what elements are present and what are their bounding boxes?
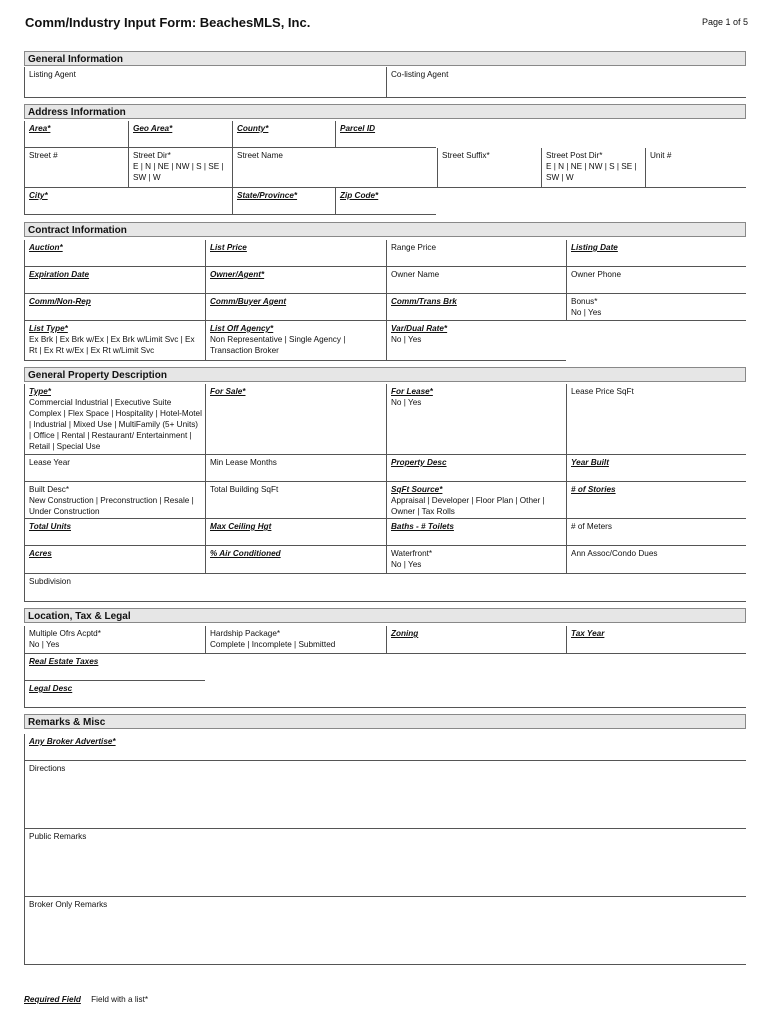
stories-field[interactable] bbox=[566, 482, 746, 519]
owner-phone-field[interactable] bbox=[566, 267, 746, 294]
field-label: Hardship Package* bbox=[210, 629, 281, 638]
field-label: Broker Only Remarks bbox=[29, 900, 108, 909]
field-label: Auction* bbox=[29, 243, 63, 252]
bonus-field[interactable] bbox=[566, 294, 746, 321]
field-label: Ann Assoc/Condo Dues bbox=[571, 549, 658, 558]
field-label: Street Post Dir* bbox=[546, 151, 603, 160]
min-lease-months-field[interactable] bbox=[205, 455, 386, 482]
field-label: Max Ceiling Hgt bbox=[210, 522, 272, 531]
field-label: Min Lease Months bbox=[210, 458, 277, 467]
section-general-property-description: General Property Description bbox=[24, 367, 746, 382]
field-label: Built Desc* bbox=[29, 485, 70, 494]
comm-non-rep-field[interactable] bbox=[24, 294, 205, 321]
listing-date-field[interactable] bbox=[566, 240, 746, 267]
field-options: No | Yes bbox=[571, 308, 602, 317]
field-label: Multiple Ofrs Acptd* bbox=[29, 629, 101, 638]
tax-year-field[interactable] bbox=[566, 626, 746, 654]
field-label: Lease Price SqFt bbox=[571, 387, 634, 396]
field-label: # of Meters bbox=[571, 522, 612, 531]
state-field[interactable] bbox=[232, 188, 335, 215]
street-suffix-field[interactable] bbox=[437, 148, 541, 188]
field-label: Lease Year bbox=[29, 458, 70, 467]
lease-year-field[interactable] bbox=[24, 455, 205, 482]
field-options: E | N | NE | NW | S | SE | SW | W bbox=[133, 162, 224, 182]
field-label: Area* bbox=[29, 124, 51, 133]
field-label: Total Building SqFt bbox=[210, 485, 279, 494]
property-desc-field[interactable] bbox=[386, 455, 566, 482]
lease-price-sqft-field[interactable] bbox=[566, 384, 746, 455]
for-lease-field[interactable] bbox=[386, 384, 566, 455]
unit-field[interactable] bbox=[645, 148, 746, 188]
city-field[interactable] bbox=[24, 188, 232, 215]
field-label: County* bbox=[237, 124, 269, 133]
field-label: State/Province* bbox=[237, 191, 298, 200]
field-label: Owner/Agent* bbox=[210, 270, 265, 279]
field-label: Zoning bbox=[391, 629, 419, 638]
field-label: SqFt Source* bbox=[391, 485, 443, 494]
field-label: Comm/Trans Brk bbox=[391, 297, 457, 306]
broker-only-remarks-field[interactable] bbox=[24, 897, 746, 965]
field-label: Legal Desc bbox=[29, 684, 73, 693]
page-number: Page 1 of 5 bbox=[701, 17, 748, 27]
county-field[interactable] bbox=[232, 121, 335, 148]
listing-agent-field[interactable] bbox=[24, 67, 386, 98]
total-building-sqft-field[interactable] bbox=[205, 482, 386, 519]
field-label: Street # bbox=[29, 151, 58, 160]
air-conditioned-field[interactable] bbox=[205, 546, 386, 574]
meters-field[interactable] bbox=[566, 519, 746, 546]
field-label: # of Stories bbox=[571, 485, 616, 494]
total-units-field[interactable] bbox=[24, 519, 205, 546]
multiple-offers-field[interactable] bbox=[24, 626, 205, 654]
field-label: Property Desc bbox=[391, 458, 447, 467]
field-label: Year Built bbox=[571, 458, 609, 467]
field-label: Owner Phone bbox=[571, 270, 622, 279]
field-options: New Construction | Preconstruction | Resale | Under Construction bbox=[29, 496, 194, 516]
field-label: Street Name bbox=[237, 151, 283, 160]
field-options: No | Yes bbox=[391, 335, 422, 344]
expiration-date-field[interactable] bbox=[24, 267, 205, 294]
field-label: List Type* bbox=[29, 324, 68, 333]
field-label: Any Broker Advertise* bbox=[29, 737, 116, 746]
real-estate-taxes-field[interactable] bbox=[24, 654, 205, 681]
street-number-field[interactable] bbox=[24, 148, 128, 188]
field-label: Range Price bbox=[391, 243, 437, 252]
field-label: Co-listing Agent bbox=[391, 70, 449, 79]
field-label: Unit # bbox=[650, 151, 672, 160]
legend-required-field: Required Field bbox=[24, 995, 81, 1004]
field-options: No | Yes bbox=[391, 560, 422, 569]
field-options: Ex Brk | Ex Brk w/Ex | Ex Brk w/Limit Svc | Ex Rt | Ex Rt w/Ex | Ex Rt w/Limit Svc bbox=[29, 335, 195, 355]
public-remarks-field[interactable] bbox=[24, 829, 746, 897]
subdivision-field[interactable] bbox=[24, 574, 746, 602]
field-label: Expiration Date bbox=[29, 270, 90, 279]
field-label: Owner Name bbox=[391, 270, 440, 279]
field-label: Real Estate Taxes bbox=[29, 657, 99, 666]
auction-field[interactable] bbox=[24, 240, 205, 267]
field-label: Comm/Non-Rep bbox=[29, 297, 91, 306]
comm-buyer-agent-field[interactable] bbox=[205, 294, 386, 321]
field-label: Geo Area* bbox=[133, 124, 173, 133]
broker-advertise-field[interactable] bbox=[24, 734, 746, 761]
owner-name-field[interactable] bbox=[386, 267, 566, 294]
field-label: Acres bbox=[29, 549, 52, 558]
zoning-field[interactable] bbox=[386, 626, 566, 654]
field-label: Listing Agent bbox=[29, 70, 76, 79]
field-label: For Sale* bbox=[210, 387, 246, 396]
field-label: Public Remarks bbox=[29, 832, 87, 841]
waterfront-field[interactable] bbox=[386, 546, 566, 574]
area-field[interactable] bbox=[24, 121, 128, 148]
legend-list-field: Field with a list* bbox=[91, 995, 149, 1004]
field-options: Non Representative | Single Agency | Transaction Broker bbox=[210, 335, 346, 355]
range-price-field[interactable] bbox=[386, 240, 566, 267]
acres-field[interactable] bbox=[24, 546, 205, 574]
field-label: Zip Code* bbox=[340, 191, 379, 200]
field-options: Commercial Industrial | Executive Suite Complex | Flex Space | Hospitality | Hotel-Motel | Industrial | Mixed Use | MultiFamily (5+ Units) | Office | Rental | Restaurant/ Entertainment | Retail | Special Use bbox=[29, 398, 202, 451]
type-field[interactable] bbox=[24, 384, 205, 455]
field-label: Bonus* bbox=[571, 297, 598, 306]
field-label: Total Units bbox=[29, 522, 71, 531]
field-label: Street Dir* bbox=[133, 151, 171, 160]
baths-toilets-field[interactable] bbox=[386, 519, 566, 546]
section-address-information: Address Information bbox=[24, 104, 746, 119]
directions-field[interactable] bbox=[24, 761, 746, 829]
assoc-dues-field[interactable] bbox=[566, 546, 746, 574]
zip-code-field[interactable] bbox=[335, 188, 436, 215]
section-general-information: General Information bbox=[24, 51, 746, 66]
sqft-source-field[interactable] bbox=[386, 482, 566, 519]
field-label: Waterfront* bbox=[391, 549, 433, 558]
field-label: Directions bbox=[29, 764, 66, 773]
field-label: For Lease* bbox=[391, 387, 433, 396]
owner-agent-field[interactable] bbox=[205, 267, 386, 294]
field-options: Appraisal | Developer | Floor Plan | Other | Owner | Tax Rolls bbox=[391, 496, 545, 516]
field-label: List Price bbox=[210, 243, 247, 252]
field-label: List Off Agency* bbox=[210, 324, 274, 333]
built-desc-field[interactable] bbox=[24, 482, 205, 519]
geo-area-field[interactable] bbox=[128, 121, 232, 148]
field-options: Complete | Incomplete | Submitted bbox=[210, 640, 336, 649]
list-off-agency-field[interactable] bbox=[205, 321, 386, 361]
max-ceiling-field[interactable] bbox=[205, 519, 386, 546]
field-label: Var/Dual Rate* bbox=[391, 324, 448, 333]
field-label: Comm/Buyer Agent bbox=[210, 297, 287, 306]
list-price-field[interactable] bbox=[205, 240, 386, 267]
form-title: Comm/Industry Input Form: BeachesMLS, Inc. bbox=[25, 15, 311, 30]
field-options: No | Yes bbox=[29, 640, 60, 649]
comm-trans-brk-field[interactable] bbox=[386, 294, 566, 321]
field-label: City* bbox=[29, 191, 48, 200]
year-built-field[interactable] bbox=[566, 455, 746, 482]
street-dir-field[interactable] bbox=[128, 148, 232, 188]
legend bbox=[24, 995, 148, 1004]
section-contract-information: Contract Information bbox=[24, 222, 746, 237]
field-label: Baths - # Toilets bbox=[391, 522, 454, 531]
street-post-dir-field[interactable] bbox=[541, 148, 645, 188]
parcel-id-field[interactable] bbox=[335, 121, 436, 148]
section-remarks-misc: Remarks & Misc bbox=[24, 714, 746, 729]
legal-desc-field[interactable] bbox=[24, 681, 746, 708]
field-label: Street Suffix* bbox=[442, 151, 490, 160]
field-label: Subdivision bbox=[29, 577, 71, 586]
field-options: No | Yes bbox=[391, 398, 422, 407]
hardship-package-field[interactable] bbox=[205, 626, 386, 654]
field-label: Parcel ID bbox=[340, 124, 376, 133]
for-sale-field[interactable] bbox=[205, 384, 386, 455]
field-label: % Air Conditioned bbox=[210, 549, 281, 558]
field-label: Type* bbox=[29, 387, 51, 396]
field-options: E | N | NE | NW | S | SE | SW | W bbox=[546, 162, 637, 182]
field-label: Listing Date bbox=[571, 243, 618, 252]
colisting-agent-field[interactable] bbox=[386, 67, 746, 98]
street-name-field[interactable] bbox=[232, 148, 437, 188]
var-dual-rate-field[interactable] bbox=[386, 321, 566, 361]
section-location-tax-legal: Location, Tax & Legal bbox=[24, 608, 746, 623]
list-type-field[interactable] bbox=[24, 321, 205, 361]
field-label: Tax Year bbox=[571, 629, 605, 638]
